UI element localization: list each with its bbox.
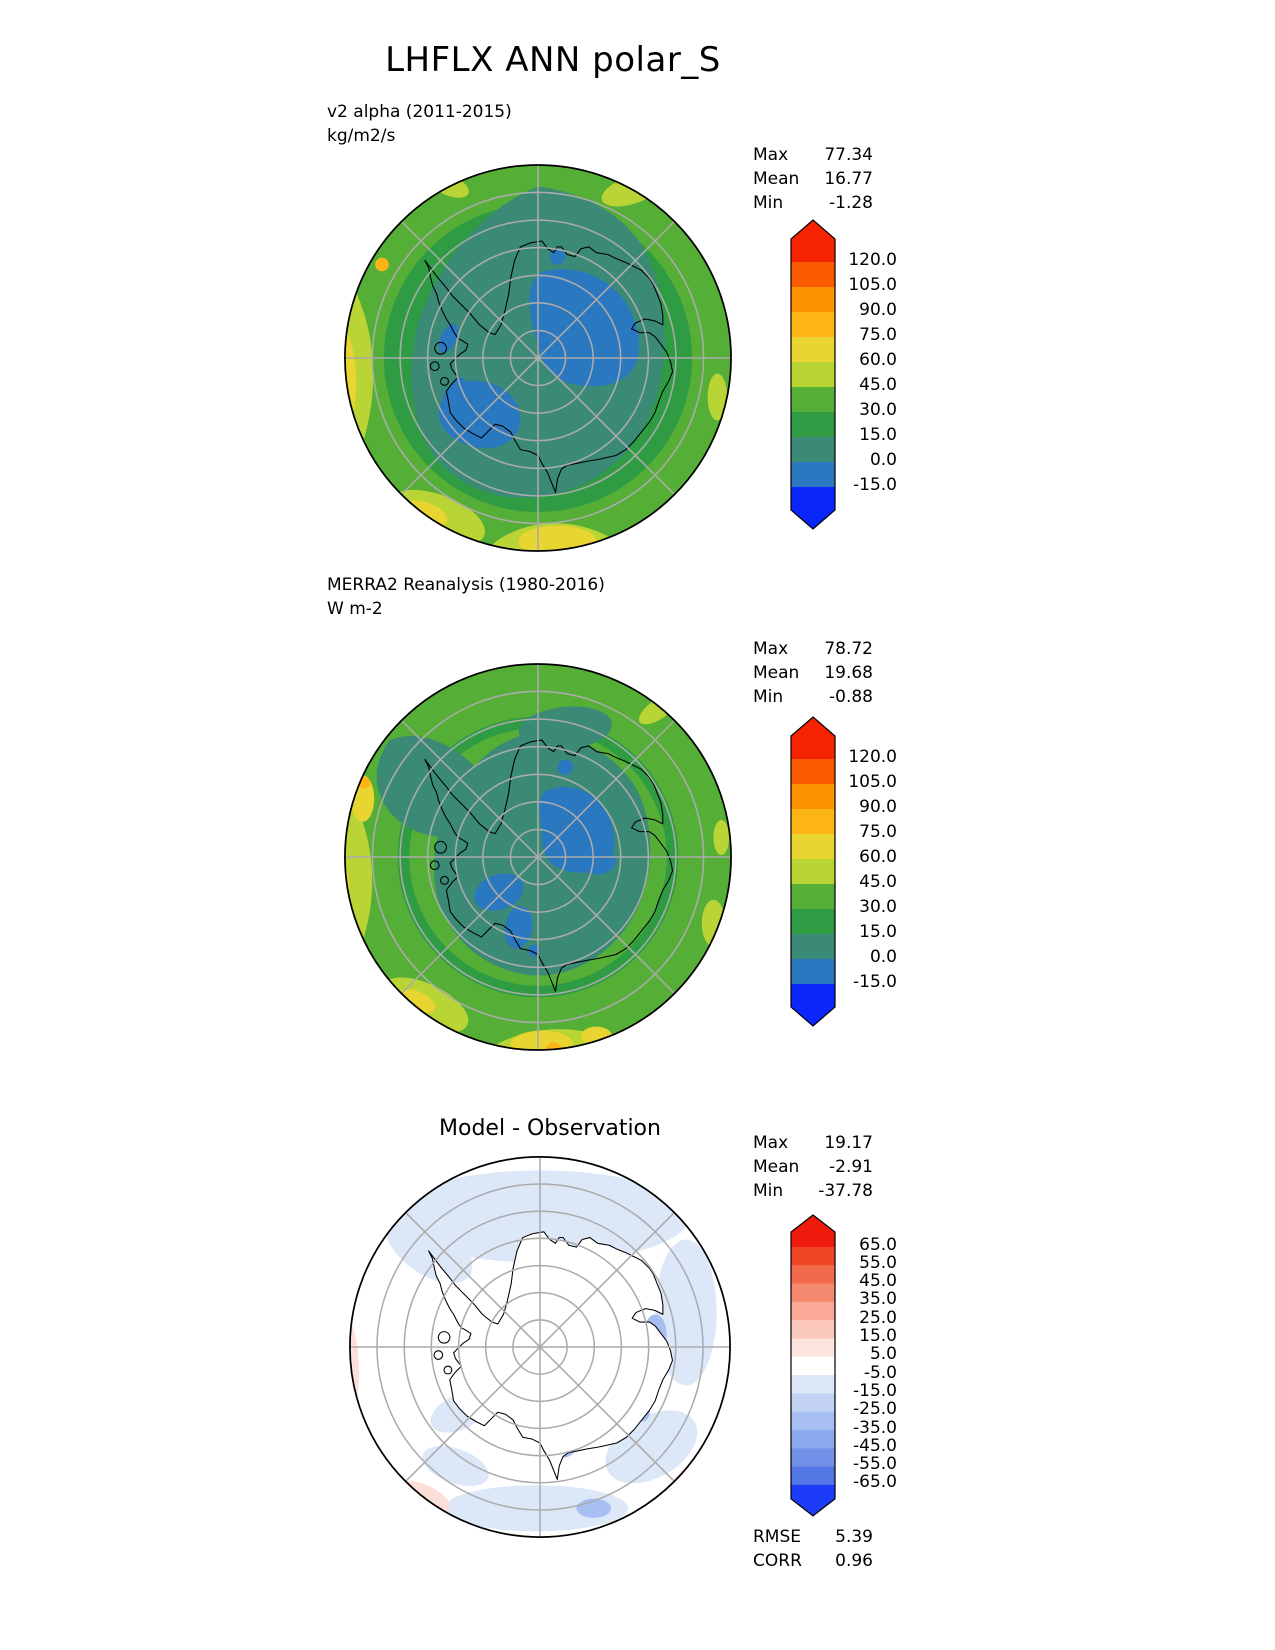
panel2-units: W m-2 — [327, 599, 383, 619]
colorbar-tick-label: 0.0 — [869, 450, 897, 470]
stat-label: Max — [753, 1133, 789, 1153]
colorbar-tick-label: 90.0 — [859, 300, 897, 320]
colorbar-segment — [791, 1247, 835, 1266]
colorbar-tick-label: 25.0 — [859, 1307, 897, 1328]
stat-label: Mean — [753, 663, 800, 683]
panel2-subtitle: MERRA2 Reanalysis (1980-2016) — [327, 575, 605, 595]
stat-label: Mean — [753, 1157, 800, 1177]
colorbar-tick-label: 0.0 — [869, 947, 897, 967]
stat-value: -0.88 — [829, 687, 873, 707]
colorbar-segment — [791, 809, 835, 835]
colorbar-tick-label: 120.0 — [848, 747, 897, 767]
colorbar-tick-label: 60.0 — [859, 350, 897, 370]
metric-label: CORR — [753, 1551, 802, 1571]
colorbar-tick-label: 55.0 — [859, 1252, 897, 1273]
colorbar-tick-label: -15.0 — [853, 475, 897, 495]
colorbar-tick-label: 105.0 — [848, 772, 897, 792]
colorbar-tick-label: 30.0 — [859, 400, 897, 420]
map3-graticule — [350, 1157, 730, 1537]
colorbar-segment — [791, 1448, 835, 1467]
map1-contour-amber-dot — [375, 258, 389, 272]
colorbar-segment — [791, 412, 835, 438]
colorbar-segment — [791, 1302, 835, 1321]
map1-contour-yellowgreen-right — [708, 374, 728, 421]
colorbar-segment — [791, 437, 835, 463]
colorbar-tick-label: 30.0 — [859, 897, 897, 917]
panel1-stats — [753, 143, 873, 215]
colorbar-segment — [791, 312, 835, 338]
colorbar-bar — [789, 1213, 837, 1518]
map1-graticule — [345, 165, 731, 551]
colorbar-segment — [791, 362, 835, 388]
stat-label: Min — [753, 1181, 784, 1201]
stat-value: -37.78 — [818, 1181, 873, 1201]
colorbar-tick-label: 65.0 — [859, 1234, 897, 1255]
panel1-units: kg/m2/s — [327, 126, 396, 146]
colorbar-tick-label: 45.0 — [859, 375, 897, 395]
colorbar-segment — [791, 1393, 835, 1412]
colorbar-segment — [791, 1357, 835, 1376]
colorbar-segment — [791, 1430, 835, 1449]
stat-value: 77.34 — [824, 145, 873, 165]
colorbar-tick-label: 45.0 — [859, 1271, 897, 1292]
stat-value: 78.72 — [824, 639, 873, 659]
panel3-map — [348, 1155, 732, 1539]
metric-row — [753, 1549, 873, 1573]
colorbar-segment — [791, 784, 835, 810]
colorbar-bar — [789, 715, 837, 1028]
colorbar-extend-below — [791, 1485, 835, 1516]
panel3-stats — [753, 1131, 873, 1203]
panel3-title: Model - Observation — [439, 1116, 661, 1141]
stat-label: Max — [753, 145, 789, 165]
colorbar-segment — [791, 462, 835, 488]
colorbar-segment — [791, 909, 835, 935]
colorbar-tick-label: 35.0 — [859, 1289, 897, 1310]
colorbar-tick-label: -15.0 — [853, 1380, 897, 1401]
colorbar-segment — [791, 1412, 835, 1431]
colorbar-tick-label: -45.0 — [853, 1435, 897, 1456]
stat-label: Mean — [753, 169, 800, 189]
stat-row — [753, 1131, 873, 1155]
panel1-subtitle: v2 alpha (2011-2015) — [327, 102, 512, 122]
colorbar-segment — [791, 834, 835, 860]
stat-value: 16.77 — [824, 169, 873, 189]
stat-row — [753, 661, 873, 685]
colorbar-tick-label: 90.0 — [859, 797, 897, 817]
colorbar-segment — [791, 262, 835, 288]
stat-row — [753, 637, 873, 661]
colorbar-extend-above — [791, 220, 835, 262]
map2-contour-blue-east2 — [577, 847, 616, 874]
colorbar-segment — [791, 759, 835, 785]
stat-label: Max — [753, 639, 789, 659]
colorbar-segment — [791, 1284, 835, 1303]
colorbar-segment — [791, 959, 835, 985]
colorbar-tick-label: 75.0 — [859, 325, 897, 345]
colorbar-segment — [791, 287, 835, 313]
stat-value: -1.28 — [829, 193, 873, 213]
colorbar-tick-label: -35.0 — [853, 1417, 897, 1438]
colorbar-tick-label: -15.0 — [853, 972, 897, 992]
stat-row — [753, 191, 873, 215]
metric-value: 5.39 — [835, 1527, 873, 1547]
colorbar-segment — [791, 859, 835, 885]
panel2-map — [343, 662, 733, 1052]
stat-row — [753, 1179, 873, 1203]
colorbar-tick-label: 60.0 — [859, 847, 897, 867]
stat-label: Min — [753, 687, 784, 707]
stat-row — [753, 167, 873, 191]
colorbar-segment — [791, 1467, 835, 1486]
colorbar-tick-label: -25.0 — [853, 1399, 897, 1420]
colorbar-segment — [791, 1375, 835, 1394]
colorbar-tick-label: 105.0 — [848, 275, 897, 295]
stat-label: Min — [753, 193, 784, 213]
map2-contour-yellowgreen-right — [702, 900, 725, 947]
stat-value: -2.91 — [829, 1157, 873, 1177]
metric-value: 0.96 — [835, 1551, 873, 1571]
colorbar-tick-label: 120.0 — [848, 250, 897, 270]
panel2-stats — [753, 637, 873, 709]
colorbar-extend-below — [791, 487, 835, 529]
map2-contour-blue-top — [558, 760, 574, 776]
colorbar-segment — [791, 1320, 835, 1339]
colorbar-tick-label: 15.0 — [859, 425, 897, 445]
figure-title: LHFLX ANN polar_S — [385, 40, 721, 80]
metric-row — [753, 1525, 873, 1549]
colorbar-segment — [791, 1265, 835, 1284]
stat-value: 19.17 — [824, 1133, 873, 1153]
metric-label: RMSE — [753, 1527, 802, 1547]
colorbar-segment — [791, 884, 835, 910]
colorbar-tick-label: 15.0 — [859, 1326, 897, 1346]
colorbar-segment — [791, 337, 835, 363]
colorbar-extend-above — [791, 717, 835, 759]
colorbar-tick-label: 5.0 — [869, 1344, 897, 1365]
colorbar-segment — [791, 387, 835, 413]
colorbar-tick-label: 15.0 — [859, 922, 897, 942]
colorbar-extend-above — [791, 1215, 835, 1247]
panel1-map — [343, 163, 733, 553]
stat-row — [753, 143, 873, 167]
colorbar-segment — [791, 934, 835, 960]
colorbar-extend-below — [791, 984, 835, 1026]
colorbar-tick-label: -65.0 — [853, 1472, 897, 1493]
stat-value: 19.68 — [824, 663, 873, 683]
stat-row — [753, 1155, 873, 1179]
colorbar-tick-label: -55.0 — [853, 1454, 897, 1475]
colorbar-segment — [791, 1338, 835, 1357]
colorbar-tick-label: 45.0 — [859, 872, 897, 892]
stat-row — [753, 685, 873, 709]
map2-contour-yellowgreen-right2 — [714, 820, 730, 855]
colorbar-tick-label: 75.0 — [859, 822, 897, 842]
colorbar-bar — [789, 218, 837, 531]
colorbar-tick-label: -5.0 — [863, 1362, 897, 1383]
map2-graticule — [345, 664, 731, 1050]
panel3-metrics — [753, 1525, 873, 1573]
